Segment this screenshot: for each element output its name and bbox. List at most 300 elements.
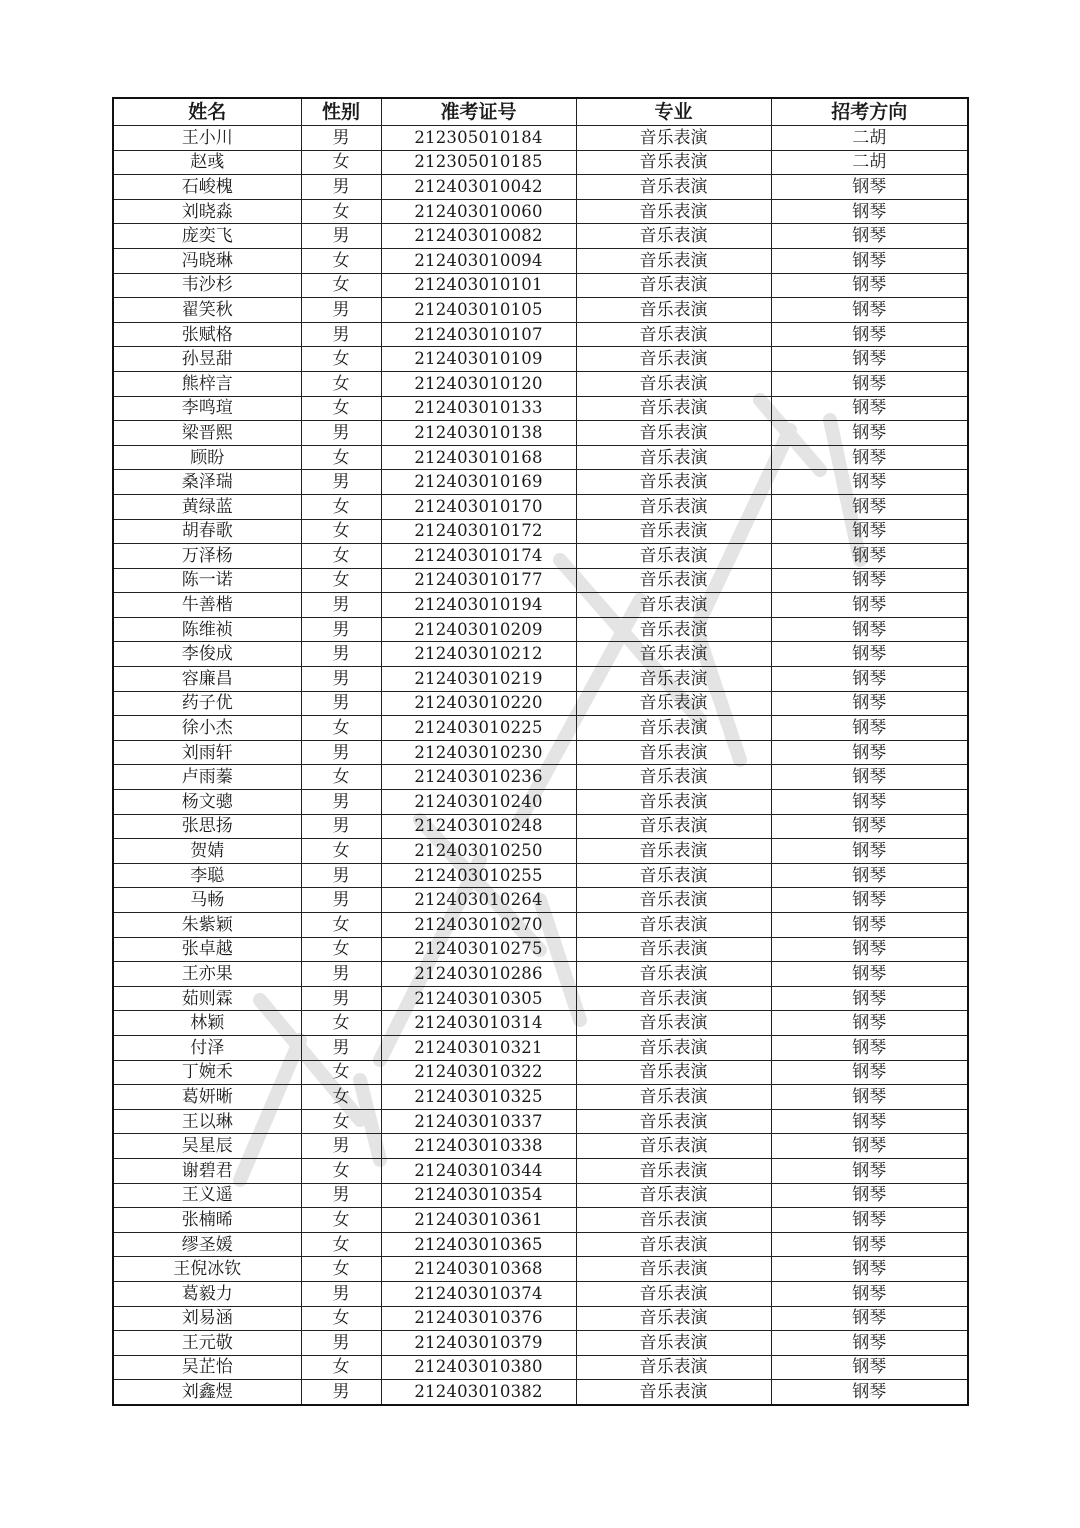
table-row	[113, 1355, 968, 1380]
table-row	[113, 150, 968, 175]
table-row	[113, 494, 968, 519]
cell-ticket-number: 212403010270	[381, 913, 576, 938]
table-row	[113, 1306, 968, 1331]
cell-ticket-number: 212403010248	[381, 814, 576, 839]
cell-direction: 钢琴	[771, 421, 968, 446]
cell-direction: 钢琴	[771, 568, 968, 593]
cell-ticket-number: 212403010101	[381, 273, 576, 298]
cell-direction: 钢琴	[771, 1306, 968, 1331]
cell-direction: 钢琴	[771, 1380, 968, 1405]
cell-ticket-number: 212403010209	[381, 617, 576, 642]
cell-gender: 女	[301, 1257, 381, 1282]
cell-ticket-number: 212403010177	[381, 568, 576, 593]
table-row	[113, 667, 968, 692]
table-row	[113, 519, 968, 544]
cell-name: 王以琳	[113, 1109, 301, 1134]
cell-ticket-number: 212403010337	[381, 1109, 576, 1134]
cell-ticket-number: 212403010220	[381, 691, 576, 716]
cell-direction: 钢琴	[771, 986, 968, 1011]
cell-direction: 钢琴	[771, 396, 968, 421]
cell-direction: 钢琴	[771, 888, 968, 913]
table-row	[113, 396, 968, 421]
table-body	[113, 126, 968, 1405]
cell-direction: 二胡	[771, 150, 968, 175]
cell-gender: 女	[301, 1085, 381, 1110]
cell-name: 李聪	[113, 863, 301, 888]
cell-direction: 钢琴	[771, 322, 968, 347]
cell-gender: 男	[301, 224, 381, 249]
cell-gender: 男	[301, 126, 381, 151]
table-row	[113, 322, 968, 347]
cell-direction: 钢琴	[771, 470, 968, 495]
cell-direction: 钢琴	[771, 1355, 968, 1380]
header-name: 姓名	[113, 98, 301, 126]
cell-ticket-number: 212403010325	[381, 1085, 576, 1110]
cell-name: 刘易涵	[113, 1306, 301, 1331]
cell-ticket-number: 212403010230	[381, 740, 576, 765]
table-row	[113, 765, 968, 790]
cell-gender: 男	[301, 642, 381, 667]
cell-major: 音乐表演	[576, 1355, 771, 1380]
cell-major: 音乐表演	[576, 986, 771, 1011]
cell-direction: 钢琴	[771, 740, 968, 765]
table-row	[113, 617, 968, 642]
table-row	[113, 1183, 968, 1208]
cell-name: 黄绿蓝	[113, 494, 301, 519]
table-row	[113, 716, 968, 741]
cell-name: 冯晓琳	[113, 248, 301, 273]
cell-gender: 男	[301, 740, 381, 765]
cell-ticket-number: 212403010240	[381, 790, 576, 815]
cell-ticket-number: 212403010174	[381, 544, 576, 569]
table-row	[113, 568, 968, 593]
cell-major: 音乐表演	[576, 1109, 771, 1134]
cell-major: 音乐表演	[576, 421, 771, 446]
table-row	[113, 1257, 968, 1282]
cell-ticket-number: 212305010184	[381, 126, 576, 151]
table-row	[113, 740, 968, 765]
table-row	[113, 888, 968, 913]
cell-ticket-number: 212403010382	[381, 1380, 576, 1405]
cell-direction: 钢琴	[771, 617, 968, 642]
cell-gender: 男	[301, 888, 381, 913]
cell-gender: 男	[301, 470, 381, 495]
cell-name: 付泽	[113, 1035, 301, 1060]
cell-major: 音乐表演	[576, 1208, 771, 1233]
table-row	[113, 224, 968, 249]
cell-direction: 钢琴	[771, 494, 968, 519]
cell-direction: 钢琴	[771, 937, 968, 962]
cell-ticket-number: 212403010321	[381, 1035, 576, 1060]
cell-name: 陈一诺	[113, 568, 301, 593]
cell-ticket-number: 212403010305	[381, 986, 576, 1011]
cell-name: 丁婉禾	[113, 1060, 301, 1085]
cell-ticket-number: 212403010060	[381, 199, 576, 224]
cell-direction: 钢琴	[771, 1134, 968, 1159]
header-major: 专业	[576, 98, 771, 126]
cell-name: 茹则霖	[113, 986, 301, 1011]
cell-name: 马畅	[113, 888, 301, 913]
header-direction: 招考方向	[771, 98, 968, 126]
table-row	[113, 839, 968, 864]
cell-name: 卢雨蓁	[113, 765, 301, 790]
cell-major: 音乐表演	[576, 1060, 771, 1085]
cell-name: 李鸣瑄	[113, 396, 301, 421]
cell-ticket-number: 212403010236	[381, 765, 576, 790]
cell-name: 容廉昌	[113, 667, 301, 692]
cell-major: 音乐表演	[576, 1085, 771, 1110]
cell-major: 音乐表演	[576, 568, 771, 593]
cell-ticket-number: 212403010133	[381, 396, 576, 421]
cell-ticket-number: 212403010286	[381, 962, 576, 987]
table-row	[113, 248, 968, 273]
cell-gender: 男	[301, 421, 381, 446]
cell-name: 王元敬	[113, 1331, 301, 1356]
cell-gender: 女	[301, 273, 381, 298]
cell-ticket-number: 212305010185	[381, 150, 576, 175]
cell-name: 李俊成	[113, 642, 301, 667]
cell-ticket-number: 212403010344	[381, 1158, 576, 1183]
cell-direction: 钢琴	[771, 1035, 968, 1060]
cell-major: 音乐表演	[576, 1380, 771, 1405]
cell-major: 音乐表演	[576, 1232, 771, 1257]
cell-gender: 女	[301, 1158, 381, 1183]
cell-major: 音乐表演	[576, 273, 771, 298]
cell-major: 音乐表演	[576, 913, 771, 938]
cell-name: 张卓越	[113, 937, 301, 962]
cell-direction: 钢琴	[771, 863, 968, 888]
cell-name: 谢碧君	[113, 1158, 301, 1183]
cell-ticket-number: 212403010109	[381, 347, 576, 372]
cell-gender: 男	[301, 667, 381, 692]
cell-ticket-number: 212403010194	[381, 593, 576, 618]
cell-direction: 钢琴	[771, 224, 968, 249]
cell-direction: 二胡	[771, 126, 968, 151]
cell-major: 音乐表演	[576, 790, 771, 815]
cell-major: 音乐表演	[576, 396, 771, 421]
table-row	[113, 298, 968, 323]
table-row	[113, 1035, 968, 1060]
cell-gender: 男	[301, 1331, 381, 1356]
cell-name: 梁晋熙	[113, 421, 301, 446]
cell-name: 王亦果	[113, 962, 301, 987]
cell-gender: 男	[301, 322, 381, 347]
cell-major: 音乐表演	[576, 667, 771, 692]
cell-ticket-number: 212403010105	[381, 298, 576, 323]
table-row	[113, 1109, 968, 1134]
cell-name: 万泽杨	[113, 544, 301, 569]
cell-ticket-number: 212403010250	[381, 839, 576, 864]
cell-direction: 钢琴	[771, 544, 968, 569]
cell-name: 吴星辰	[113, 1134, 301, 1159]
cell-ticket-number: 212403010275	[381, 937, 576, 962]
cell-gender: 女	[301, 544, 381, 569]
cell-major: 音乐表演	[576, 470, 771, 495]
table-row	[113, 1331, 968, 1356]
cell-gender: 女	[301, 347, 381, 372]
cell-gender: 男	[301, 863, 381, 888]
table-row	[113, 1380, 968, 1405]
cell-name: 牛善楷	[113, 593, 301, 618]
cell-direction: 钢琴	[771, 1109, 968, 1134]
cell-name: 王小川	[113, 126, 301, 151]
cell-direction: 钢琴	[771, 248, 968, 273]
cell-name: 吴芷怡	[113, 1355, 301, 1380]
cell-major: 音乐表演	[576, 126, 771, 151]
cell-direction: 钢琴	[771, 691, 968, 716]
cell-ticket-number: 212403010172	[381, 519, 576, 544]
cell-direction: 钢琴	[771, 814, 968, 839]
cell-name: 葛妍晰	[113, 1085, 301, 1110]
cell-ticket-number: 212403010374	[381, 1281, 576, 1306]
cell-gender: 男	[301, 691, 381, 716]
cell-ticket-number: 212403010042	[381, 175, 576, 200]
cell-name: 顾盼	[113, 445, 301, 470]
cell-major: 音乐表演	[576, 642, 771, 667]
cell-major: 音乐表演	[576, 1257, 771, 1282]
cell-direction: 钢琴	[771, 199, 968, 224]
cell-name: 林颖	[113, 1011, 301, 1036]
cell-major: 音乐表演	[576, 765, 771, 790]
cell-direction: 钢琴	[771, 1331, 968, 1356]
cell-name: 桑泽瑞	[113, 470, 301, 495]
cell-major: 音乐表演	[576, 716, 771, 741]
cell-ticket-number: 212403010169	[381, 470, 576, 495]
cell-gender: 男	[301, 1281, 381, 1306]
table-row	[113, 1208, 968, 1233]
cell-name: 杨文骢	[113, 790, 301, 815]
cell-ticket-number: 212403010168	[381, 445, 576, 470]
cell-direction: 钢琴	[771, 790, 968, 815]
cell-major: 音乐表演	[576, 593, 771, 618]
table-row	[113, 445, 968, 470]
cell-direction: 钢琴	[771, 445, 968, 470]
cell-major: 音乐表演	[576, 1134, 771, 1159]
table-row	[113, 421, 968, 446]
cell-major: 音乐表演	[576, 248, 771, 273]
cell-direction: 钢琴	[771, 1085, 968, 1110]
cell-name: 胡春歌	[113, 519, 301, 544]
cell-ticket-number: 212403010138	[381, 421, 576, 446]
cell-major: 音乐表演	[576, 691, 771, 716]
table-row	[113, 1011, 968, 1036]
table-row	[113, 273, 968, 298]
table-row	[113, 790, 968, 815]
table-row	[113, 913, 968, 938]
cell-ticket-number: 212403010338	[381, 1134, 576, 1159]
cell-name: 石峻槐	[113, 175, 301, 200]
cell-ticket-number: 212403010322	[381, 1060, 576, 1085]
cell-direction: 钢琴	[771, 1011, 968, 1036]
cell-major: 音乐表演	[576, 494, 771, 519]
cell-major: 音乐表演	[576, 1183, 771, 1208]
cell-major: 音乐表演	[576, 371, 771, 396]
table-row	[113, 962, 968, 987]
cell-name: 贺婧	[113, 839, 301, 864]
cell-gender: 男	[301, 790, 381, 815]
cell-direction: 钢琴	[771, 962, 968, 987]
cell-gender: 男	[301, 1380, 381, 1405]
cell-major: 音乐表演	[576, 322, 771, 347]
cell-name: 朱紫颖	[113, 913, 301, 938]
cell-major: 音乐表演	[576, 199, 771, 224]
cell-gender: 女	[301, 716, 381, 741]
cell-major: 音乐表演	[576, 888, 771, 913]
cell-ticket-number: 212403010380	[381, 1355, 576, 1380]
cell-ticket-number: 212403010354	[381, 1183, 576, 1208]
cell-name: 张赋格	[113, 322, 301, 347]
cell-direction: 钢琴	[771, 1183, 968, 1208]
cell-direction: 钢琴	[771, 1060, 968, 1085]
cell-gender: 男	[301, 1134, 381, 1159]
cell-gender: 女	[301, 1232, 381, 1257]
cell-direction: 钢琴	[771, 1208, 968, 1233]
table-row	[113, 544, 968, 569]
cell-ticket-number: 212403010170	[381, 494, 576, 519]
cell-ticket-number: 212403010107	[381, 322, 576, 347]
cell-gender: 女	[301, 1355, 381, 1380]
cell-ticket-number: 212403010225	[381, 716, 576, 741]
cell-major: 音乐表演	[576, 962, 771, 987]
cell-direction: 钢琴	[771, 716, 968, 741]
table-row	[113, 1232, 968, 1257]
cell-name: 王倪冰钦	[113, 1257, 301, 1282]
cell-gender: 女	[301, 913, 381, 938]
cell-gender: 男	[301, 1183, 381, 1208]
cell-gender: 女	[301, 445, 381, 470]
table-row	[113, 691, 968, 716]
cell-major: 音乐表演	[576, 814, 771, 839]
table-row	[113, 863, 968, 888]
cell-gender: 男	[301, 1035, 381, 1060]
cell-major: 音乐表演	[576, 445, 771, 470]
cell-name: 王义遥	[113, 1183, 301, 1208]
table-row	[113, 1158, 968, 1183]
roster-table	[112, 97, 969, 1406]
cell-name: 葛毅力	[113, 1281, 301, 1306]
table-header-row	[113, 98, 968, 126]
cell-gender: 女	[301, 150, 381, 175]
cell-major: 音乐表演	[576, 1011, 771, 1036]
cell-ticket-number: 212403010368	[381, 1257, 576, 1282]
table-row	[113, 199, 968, 224]
header-gender: 性别	[301, 98, 381, 126]
cell-gender: 女	[301, 839, 381, 864]
cell-ticket-number: 212403010379	[381, 1331, 576, 1356]
cell-ticket-number: 212403010120	[381, 371, 576, 396]
cell-major: 音乐表演	[576, 740, 771, 765]
cell-major: 音乐表演	[576, 544, 771, 569]
cell-major: 音乐表演	[576, 150, 771, 175]
cell-direction: 钢琴	[771, 175, 968, 200]
cell-major: 音乐表演	[576, 519, 771, 544]
cell-major: 音乐表演	[576, 1035, 771, 1060]
cell-direction: 钢琴	[771, 765, 968, 790]
cell-name: 孙昱甜	[113, 347, 301, 372]
cell-gender: 女	[301, 199, 381, 224]
cell-gender: 女	[301, 568, 381, 593]
table-row	[113, 1060, 968, 1085]
cell-direction: 钢琴	[771, 298, 968, 323]
cell-ticket-number: 212403010264	[381, 888, 576, 913]
table-row	[113, 1134, 968, 1159]
cell-gender: 男	[301, 593, 381, 618]
cell-gender: 女	[301, 937, 381, 962]
cell-gender: 男	[301, 617, 381, 642]
cell-ticket-number: 212403010376	[381, 1306, 576, 1331]
table-row	[113, 642, 968, 667]
cell-ticket-number: 212403010082	[381, 224, 576, 249]
cell-ticket-number: 212403010314	[381, 1011, 576, 1036]
table-row	[113, 986, 968, 1011]
cell-gender: 男	[301, 298, 381, 323]
table-row	[113, 126, 968, 151]
cell-name: 徐小杰	[113, 716, 301, 741]
cell-major: 音乐表演	[576, 863, 771, 888]
table-row	[113, 347, 968, 372]
table-row	[113, 937, 968, 962]
cell-gender: 女	[301, 765, 381, 790]
cell-direction: 钢琴	[771, 1281, 968, 1306]
table-row	[113, 175, 968, 200]
cell-ticket-number: 212403010365	[381, 1232, 576, 1257]
cell-name: 药子优	[113, 691, 301, 716]
cell-direction: 钢琴	[771, 1158, 968, 1183]
table-row	[113, 814, 968, 839]
cell-name: 缪圣媛	[113, 1232, 301, 1257]
cell-gender: 男	[301, 962, 381, 987]
cell-name: 翟笑秋	[113, 298, 301, 323]
cell-gender: 女	[301, 248, 381, 273]
cell-gender: 女	[301, 1011, 381, 1036]
header-ticket-number: 准考证号	[381, 98, 576, 126]
cell-major: 音乐表演	[576, 347, 771, 372]
cell-name: 赵彧	[113, 150, 301, 175]
cell-gender: 女	[301, 1208, 381, 1233]
cell-name: 张思扬	[113, 814, 301, 839]
table-row	[113, 371, 968, 396]
cell-name: 刘鑫煜	[113, 1380, 301, 1405]
cell-gender: 女	[301, 494, 381, 519]
cell-name: 刘雨轩	[113, 740, 301, 765]
cell-major: 音乐表演	[576, 839, 771, 864]
cell-ticket-number: 212403010255	[381, 863, 576, 888]
cell-gender: 女	[301, 519, 381, 544]
cell-gender: 女	[301, 1109, 381, 1134]
cell-name: 庞奕飞	[113, 224, 301, 249]
cell-major: 音乐表演	[576, 1281, 771, 1306]
cell-ticket-number: 212403010094	[381, 248, 576, 273]
cell-direction: 钢琴	[771, 593, 968, 618]
cell-direction: 钢琴	[771, 1257, 968, 1282]
cell-major: 音乐表演	[576, 1306, 771, 1331]
table-row	[113, 470, 968, 495]
cell-name: 韦沙杉	[113, 273, 301, 298]
cell-name: 熊梓言	[113, 371, 301, 396]
cell-major: 音乐表演	[576, 937, 771, 962]
table-row	[113, 1281, 968, 1306]
cell-major: 音乐表演	[576, 175, 771, 200]
table-row	[113, 1085, 968, 1110]
cell-direction: 钢琴	[771, 1232, 968, 1257]
cell-gender: 女	[301, 1306, 381, 1331]
cell-direction: 钢琴	[771, 839, 968, 864]
cell-gender: 男	[301, 814, 381, 839]
cell-name: 张楠晞	[113, 1208, 301, 1233]
cell-gender: 女	[301, 371, 381, 396]
cell-gender: 女	[301, 396, 381, 421]
cell-ticket-number: 212403010212	[381, 642, 576, 667]
